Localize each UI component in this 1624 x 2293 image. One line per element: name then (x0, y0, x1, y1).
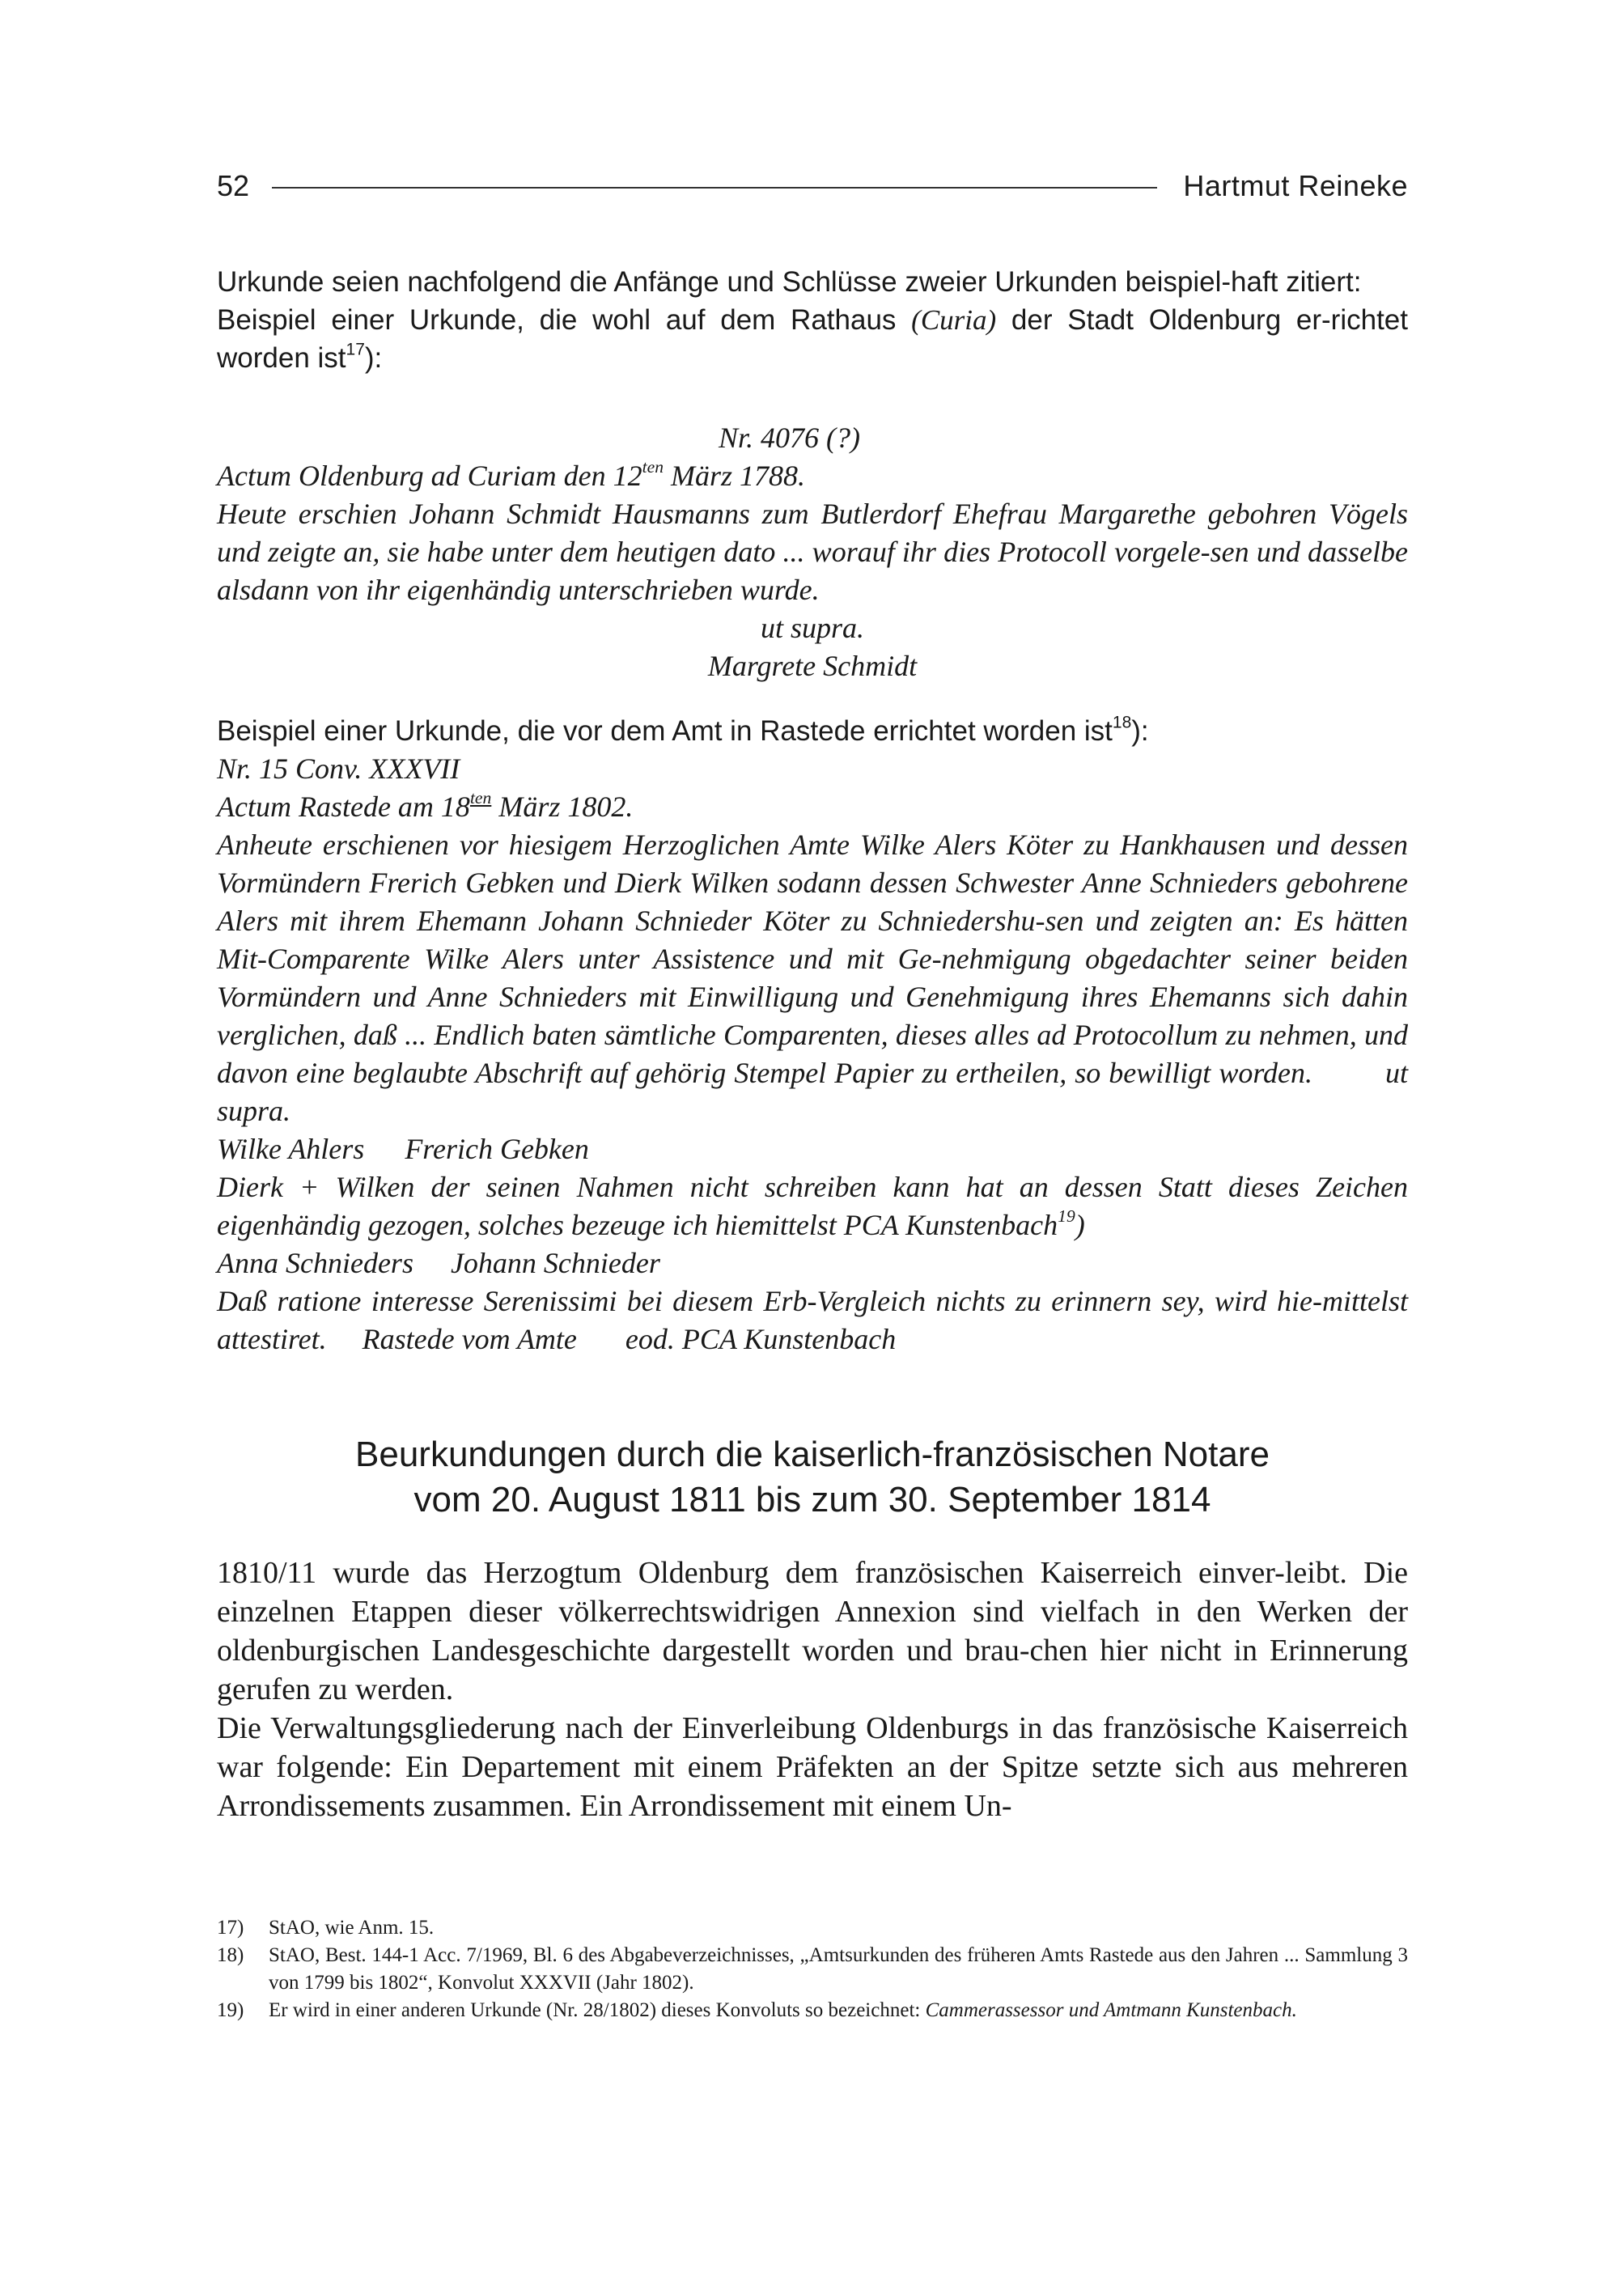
intro-line-1: Urkunde seien nachfolgend die Anfänge und Schlüsse zweier Urkunden beispiel-haft zitiert: (217, 266, 1362, 298)
section-paragraph-2: Die Verwaltungsgliederung nach der Einverleibung Oldenburgs in das französische Kaiserreich war folgende: Ein Departement mit einem Präfekten an der Spitze setzte sich aus mehreren Arrondissements zusammen. Ein Arrondissement mit einem Un- (217, 1711, 1408, 1823)
section-body (217, 1553, 1408, 1825)
example-1-text: Heute erschien Johann Schmidt Hausmanns zum Butlerdorf Ehefrau Margarethe gebohren Vögels und zeigte an, sie habe unter dem heutigen dato ... worauf ihr dies Protocoll vorgele-sen und dasselbe alsdann von ihr eigenhändig unterschrieben wurde. (217, 498, 1408, 606)
header-rule (272, 187, 1157, 189)
page-number: 52 (217, 169, 250, 202)
section-heading-line-2: vom 20. August 1811 bis zum 30. September 1814 (413, 1480, 1211, 1519)
example-2-number: Nr. 15 Conv. XXXVII (217, 752, 460, 785)
footnotes (217, 1914, 1408, 2024)
example-2-actum: Actum Rastede am $18^{ten}$ März 1802. (217, 787, 634, 823)
example-2-signatures-1: Wilke Ahlers Frerich Gebken (217, 1133, 589, 1165)
running-header (217, 166, 1408, 206)
section-paragraph-1: 1810/11 wurde das Herzogtum Oldenburg dem französischen Kaiserreich einver-leibt. Die einzelnen Etappen dieser völkerrechtswidrigen Annexion sind vielfach in den Werken der oldenburgischen Landesgeschichte dargestellt worden und brau-chen hier nicht in Erinnerung gerufen zu werden. (217, 1556, 1408, 1706)
intro-paragraph (217, 263, 1408, 377)
example-1-quote (217, 419, 1408, 685)
example-2-quote (217, 750, 1408, 1358)
example-1-ut-supra: ut supra. (760, 612, 865, 644)
example-1-number: Nr. 4076 (?) (719, 422, 861, 454)
example-1-signature: Margrete Schmidt (707, 650, 918, 682)
footnote-17: 17) StAO, wie Anm. 15. (217, 1917, 435, 1939)
footnote-19: 19) Er wird in einer anderen Urkunde (Nr. 28/1802) dieses Konvoluts so bezeichnet: Cammerassessor und Amtmann Kunstenbach. (217, 1999, 1297, 2021)
footnote-ref-17[interactable]: 17 (346, 340, 365, 359)
section-heading-line-1: Beurkundungen durch die kaiserlich-französischen Notare (355, 1435, 1270, 1474)
footnote-ref-19[interactable]: 19 (1058, 1206, 1075, 1226)
running-author: Hartmut Reineke (1183, 169, 1408, 202)
example-2-text: Anheute erschienen vor hiesigem Herzoglichen Amte Wilke Alers Köter zu Hankhausen und dessen Vormündern Frerich Gebken und Dierk Wilken sodann dessen Schwester Anne Schnieders gebohrene Alers mit ihrem Ehemann Johann Schnieder Köter zu Schniedershu-sen und zeigten an: Es hätten Mit-Comparente Wilke Alers unter Assistence und mit Ge-nehmigung obgedachter seiner beiden Vormündern und Anne Schnieders mit Einwilligung und Genehmigung ihres Ehemanns sich dahin verglichen, daß ... Endlich baten sämtliche Comparenten, dieses alles ad Protocollum zu nehmen, und davon eine beglaubte Abschrift auf gehörig Stempel Papier zu ertheilen, so bewilligt worden. ut supra. (217, 829, 1408, 1127)
footnote-ref-18[interactable]: 18 (1112, 713, 1132, 732)
example-2-closing: Daß ratione interesse Serenissimi bei diesem Erb-Vergleich nichts zu erinnern sey, wird hie-mittelst attestiret. Rastede vom Amte eod. PCA Kunstenbach (217, 1285, 1408, 1355)
section-heading (217, 1432, 1408, 1523)
example-2-intro: Beispiel einer Urkunde, die vor dem Amt in Rastede errichtet worden ist$^{18}$): (217, 713, 1149, 747)
example-2-signatures-2: Anna Schnieders Johann Schnieder (217, 1247, 660, 1279)
intro-line-2: Beispiel einer Urkunde, die wohl auf dem Rathaus (Curia) der Stadt Oldenburg er-richtet worden ist$^{17}$): (217, 304, 1408, 374)
example-1-actum: Actum Oldenburg ad Curiam den $12^{ten}$ März 1788. (217, 456, 806, 492)
footnote-18: 18) StAO, Best. 144-1 Acc. 7/1969, Bl. 6 des Abgabeverzeichnisses, „Amtsurkunden des früheren Amts Rastede aus den Jahren ... Sammlung 3 von 1799 bis 1802“, Konvolut XXXVII (Jahr 1802). (217, 1944, 1408, 1994)
example-2-dierk-line: Dierk + Wilken der seinen Nahmen nicht schreiben kann hat an dessen Statt dieses Zeichen eigenhändig gezogen, solches bezeuge ich hiemittelst PCA Kunstenbach$^{19}$) (217, 1171, 1408, 1241)
